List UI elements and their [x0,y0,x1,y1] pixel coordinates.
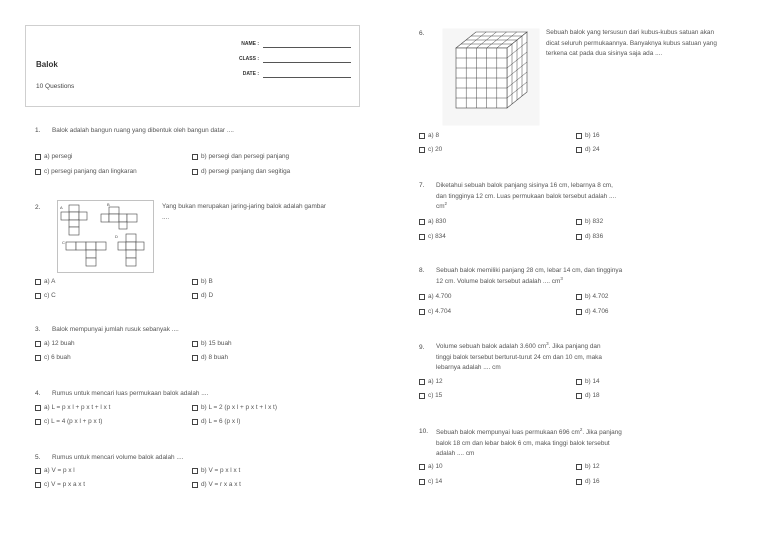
question-number: 4. [35,390,41,397]
net-label-b: B [107,202,110,207]
checkbox[interactable] [576,219,582,225]
option-d[interactable]: d) 4.706 [576,308,608,315]
checkbox[interactable] [419,479,425,485]
option-b[interactable]: b) 15 buah [192,340,232,347]
checkbox[interactable] [419,219,425,225]
checkbox[interactable] [576,479,582,485]
checkbox[interactable] [35,341,41,347]
option-a[interactable]: a) 4.700 [419,293,451,300]
class-label: CLASS : [239,56,259,62]
option-a[interactable]: a) L = p x l + p x t + l x t [35,404,110,411]
nets-figure [57,200,154,273]
option-c[interactable]: c) persegi panjang dan lingkaran [35,168,137,175]
option-a[interactable]: a) A [35,278,55,285]
checkbox[interactable] [576,464,582,470]
option-d[interactable]: d) 836 [576,233,603,240]
net-label-d: D [115,234,118,239]
option-d[interactable]: d) persegi panjang dan segitiga [192,168,290,175]
question-number: 10. [419,428,429,435]
checkbox[interactable] [192,405,198,411]
option-d[interactable]: d) 16 [576,478,600,485]
checkbox[interactable] [576,147,582,153]
net-label-c: C [62,240,65,245]
checkbox[interactable] [576,393,582,399]
option-d[interactable]: d) D [192,292,213,299]
option-a[interactable]: a) 10 [419,463,443,470]
checkbox[interactable] [35,468,41,474]
option-c[interactable]: c) 834 [419,233,446,240]
option-b[interactable]: b) V = p x l x t [192,467,240,474]
checkbox[interactable] [419,147,425,153]
option-a[interactable]: a) V = p x l [35,467,75,474]
date-label: DATE : [242,71,259,77]
option-a[interactable]: a) 12 [419,378,443,385]
checkbox[interactable] [419,294,425,300]
checkbox[interactable] [35,293,41,299]
option-b[interactable]: b) 16 [576,132,600,139]
question-text: Volume sebuah balok adalah 3.600 $cm^3$. Jika panjang dan tinggi balok tersebut berturut-turut 24 cm dan 10 cm, maka lebarnya adalah .... cm [436,340,602,371]
option-c[interactable]: c) 6 buah [35,354,71,361]
checkbox[interactable] [35,279,41,285]
question-number: 5. [35,454,41,461]
option-d[interactable]: d) V = r x a x t [192,481,241,488]
checkbox[interactable] [419,464,425,470]
option-b[interactable]: b) 832 [576,218,603,225]
checkbox[interactable] [35,169,41,175]
option-a[interactable]: a) 8 [419,132,439,139]
checkbox[interactable] [192,355,198,361]
checkbox[interactable] [419,234,425,240]
option-c[interactable]: c) 20 [419,146,442,153]
worksheet-header [25,25,360,107]
option-c[interactable]: c) 15 [419,392,442,399]
checkbox[interactable] [576,234,582,240]
question-number: 6. [419,30,425,37]
question-number: 3. [35,326,41,333]
question-text: Sebuah balok mempunyai luas permukaan 696 $cm^2$. Jika panjang balok 18 cm dan lebar balok 6 cm, maka tinggi balok tersebut adalah .... cm [436,426,622,457]
option-d[interactable]: d) L = 6 (p x l) [192,418,240,425]
checkbox[interactable] [576,294,582,300]
checkbox[interactable] [192,169,198,175]
checkbox[interactable] [192,419,198,425]
option-c[interactable]: c) L = 4 (p x l + p x t) [35,418,102,425]
option-c[interactable]: c) V = p x a x t [35,481,85,488]
option-b[interactable]: b) 14 [576,378,600,385]
question-number: 1. [35,127,41,134]
option-a[interactable]: a) 830 [419,218,446,225]
class-field[interactable] [263,62,351,63]
question-number: 8. [419,267,425,274]
question-text: Sebuah balok yang tersusun dari kubus-kubus satuan akan dicat seluruh permukaannya. Banyaknya kubus satuan yang terkena cat pada dua sisinya saja ada .... [546,29,717,57]
checkbox[interactable] [576,379,582,385]
option-c[interactable]: c) 14 [419,478,442,485]
worksheet-title: Balok [36,60,58,69]
question-text: Yang bukan merupakan jaring-jaring balok adalah gambar .... [162,203,327,221]
cube-stack-figure [442,28,540,126]
checkbox[interactable] [419,309,425,315]
option-c[interactable]: c) C [35,292,56,299]
option-d[interactable]: d) 8 buah [192,354,228,361]
question-text: Rumus untuk mencari luas permukaan balok adalah .... [52,390,209,397]
checkbox[interactable] [35,154,41,160]
checkbox[interactable] [419,393,425,399]
checkbox[interactable] [419,133,425,139]
option-b[interactable]: b) 12 [576,463,600,470]
question-text: Balok mempunyai jumlah rusuk sebanyak .... [52,326,179,333]
option-a[interactable]: a) 12 buah [35,340,75,347]
checkbox[interactable] [576,133,582,139]
checkbox[interactable] [576,309,582,315]
question-text: Diketahui sebuah balok panjang sisinya 16 cm, lebarnya 8 cm, dan tingginya 12 cm. Luas permukaan balok tersebut adalah .... $cm^2$ [436,182,617,210]
question-number: 2. [35,204,41,211]
question-text: Balok adalah bangun ruang yang dibentuk oleh bangun datar .... [52,127,234,134]
option-d[interactable]: d) 18 [576,392,600,399]
checkbox[interactable] [35,355,41,361]
question-number: 9. [419,344,425,351]
option-b[interactable]: b) 4.702 [576,293,608,300]
date-field[interactable] [263,77,351,78]
checkbox[interactable] [192,279,198,285]
checkbox[interactable] [192,154,198,160]
checkbox[interactable] [35,405,41,411]
option-d[interactable]: d) 24 [576,146,600,153]
checkbox[interactable] [192,468,198,474]
checkbox[interactable] [35,419,41,425]
checkbox[interactable] [35,482,41,488]
option-c[interactable]: c) 4.704 [419,308,451,315]
option-b[interactable]: b) B [192,278,213,285]
option-a[interactable]: a) persegi [35,153,72,160]
name-field[interactable] [263,47,351,48]
question-text: Rumus untuk mencari volume balok adalah .... [52,454,184,461]
name-label: NAME : [241,41,259,47]
option-b[interactable]: b) L = 2 (p x l + p x t + l x t) [192,404,277,411]
checkbox[interactable] [192,293,198,299]
checkbox[interactable] [192,482,198,488]
option-b[interactable]: b) persegi dan persegi panjang [192,153,289,160]
checkbox[interactable] [192,341,198,347]
question-count: 10 Questions [36,83,75,90]
question-text: Sebuah balok memiliki panjang 28 cm, lebar 14 cm, dan tingginya 12 cm. Volume balok tersebut adalah .... $cm^3$ [436,267,623,285]
question-number: 7. [419,182,425,189]
net-label-a: A [60,205,63,210]
checkbox[interactable] [419,379,425,385]
